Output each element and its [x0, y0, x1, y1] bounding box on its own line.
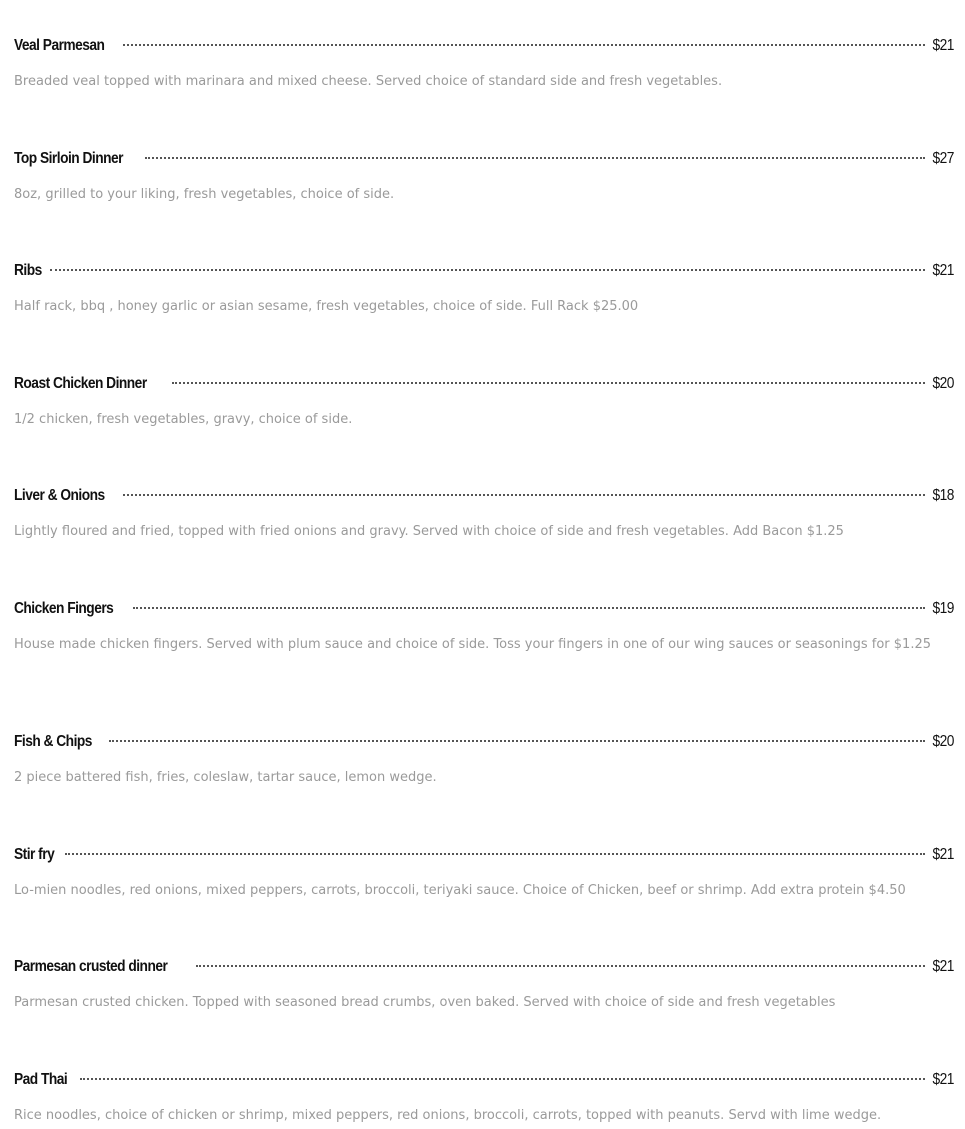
- menu-item-name: Roast Chicken Dinner: [14, 375, 147, 392]
- menu-item-price: $21: [932, 262, 954, 279]
- menu-item-name: Chicken Fingers: [14, 600, 114, 617]
- menu-item-description: Half rack, bbq , honey garlic or asian sesame, fresh vegetables, choice of side. Full Rack $25.00: [14, 299, 639, 314]
- menu-item-price: $20: [932, 733, 954, 750]
- menu-item: [14, 600, 954, 655]
- menu-item: [14, 262, 954, 317]
- menu-item-price: $18: [932, 487, 954, 504]
- dot-leader: [133, 607, 925, 609]
- menu-item-name: Liver & Onions: [14, 487, 105, 504]
- menu-item-name: Fish & Chips: [14, 733, 92, 750]
- menu-item-name: Top Sirloin Dinner: [14, 150, 123, 167]
- menu-item-description: 2 piece battered fish, fries, coleslaw, tartar sauce, lemon wedge.: [14, 770, 437, 785]
- dot-leader: [109, 740, 926, 742]
- dot-leader: [123, 494, 925, 496]
- menu-item-header: [14, 733, 954, 757]
- menu-item-header: [14, 262, 954, 286]
- menu-item-header: [14, 958, 954, 982]
- menu-item-price: $21: [932, 958, 954, 975]
- menu-item: [14, 733, 954, 788]
- menu-item-header: [14, 487, 954, 511]
- menu-item-name: Veal Parmesan: [14, 37, 105, 54]
- menu-item: [14, 150, 954, 205]
- menu-item-price: $21: [932, 846, 954, 863]
- dot-leader: [145, 157, 925, 159]
- menu-item-price: $21: [932, 37, 954, 54]
- menu-item-header: [14, 375, 954, 399]
- menu-item-name: Ribs: [14, 262, 42, 279]
- menu-item-description: House made chicken fingers. Served with plum sauce and choice of side. Toss your fingers in one of our wing sauces or seasonings for $1.25: [14, 637, 932, 652]
- menu-item-description: 8oz, grilled to your liking, fresh vegetables, choice of side.: [14, 187, 395, 202]
- menu-item-price: $27: [932, 150, 954, 167]
- menu-item-description: Lightly floured and fried, topped with fried onions and gravy. Served with choice of side and fresh vegetables. Add Bacon $1.25: [14, 524, 844, 539]
- dot-leader: [65, 853, 925, 855]
- dot-leader: [123, 44, 925, 46]
- menu-item: [14, 37, 954, 92]
- menu-item-description: 1/2 chicken, fresh vegetables, gravy, choice of side.: [14, 412, 353, 427]
- menu-item-price: $21: [932, 1071, 954, 1088]
- menu-item-description: Parmesan crusted chicken. Topped with seasoned bread crumbs, oven baked. Served with choice of side and fresh vegetables: [14, 995, 836, 1010]
- dot-leader: [50, 269, 925, 271]
- menu-item-header: [14, 37, 954, 61]
- menu-item-name: Parmesan crusted dinner: [14, 958, 168, 975]
- menu-item-header: [14, 150, 954, 174]
- menu-item-header: [14, 600, 954, 624]
- menu-item-header: [14, 846, 954, 870]
- menu-item-name: Pad Thai: [14, 1071, 68, 1088]
- menu-item-description: Lo-mien noodles, red onions, mixed peppers, carrots, broccoli, teriyaki sauce. Choice of Chicken, beef or shrimp. Add extra protein $4.50: [14, 883, 906, 898]
- menu-item: [14, 487, 954, 542]
- dot-leader: [172, 382, 925, 384]
- menu-item: [14, 958, 954, 1013]
- menu-item-price: $19: [932, 600, 954, 617]
- menu-item-price: $20: [932, 375, 954, 392]
- menu-item: [14, 1071, 954, 1126]
- menu-item-name: Stir fry: [14, 846, 55, 863]
- menu-item-description: Rice noodles, choice of chicken or shrimp, mixed peppers, red onions, broccoli, carrots, topped with peanuts. Servd with lime wedge.: [14, 1108, 882, 1123]
- dot-leader: [80, 1078, 925, 1080]
- menu-item-description: Breaded veal topped with marinara and mixed cheese. Served choice of standard side and fresh vegetables.: [14, 74, 723, 89]
- menu-item: [14, 846, 954, 901]
- menu-item: [14, 375, 954, 430]
- dot-leader: [196, 965, 925, 967]
- menu-item-header: [14, 1071, 954, 1095]
